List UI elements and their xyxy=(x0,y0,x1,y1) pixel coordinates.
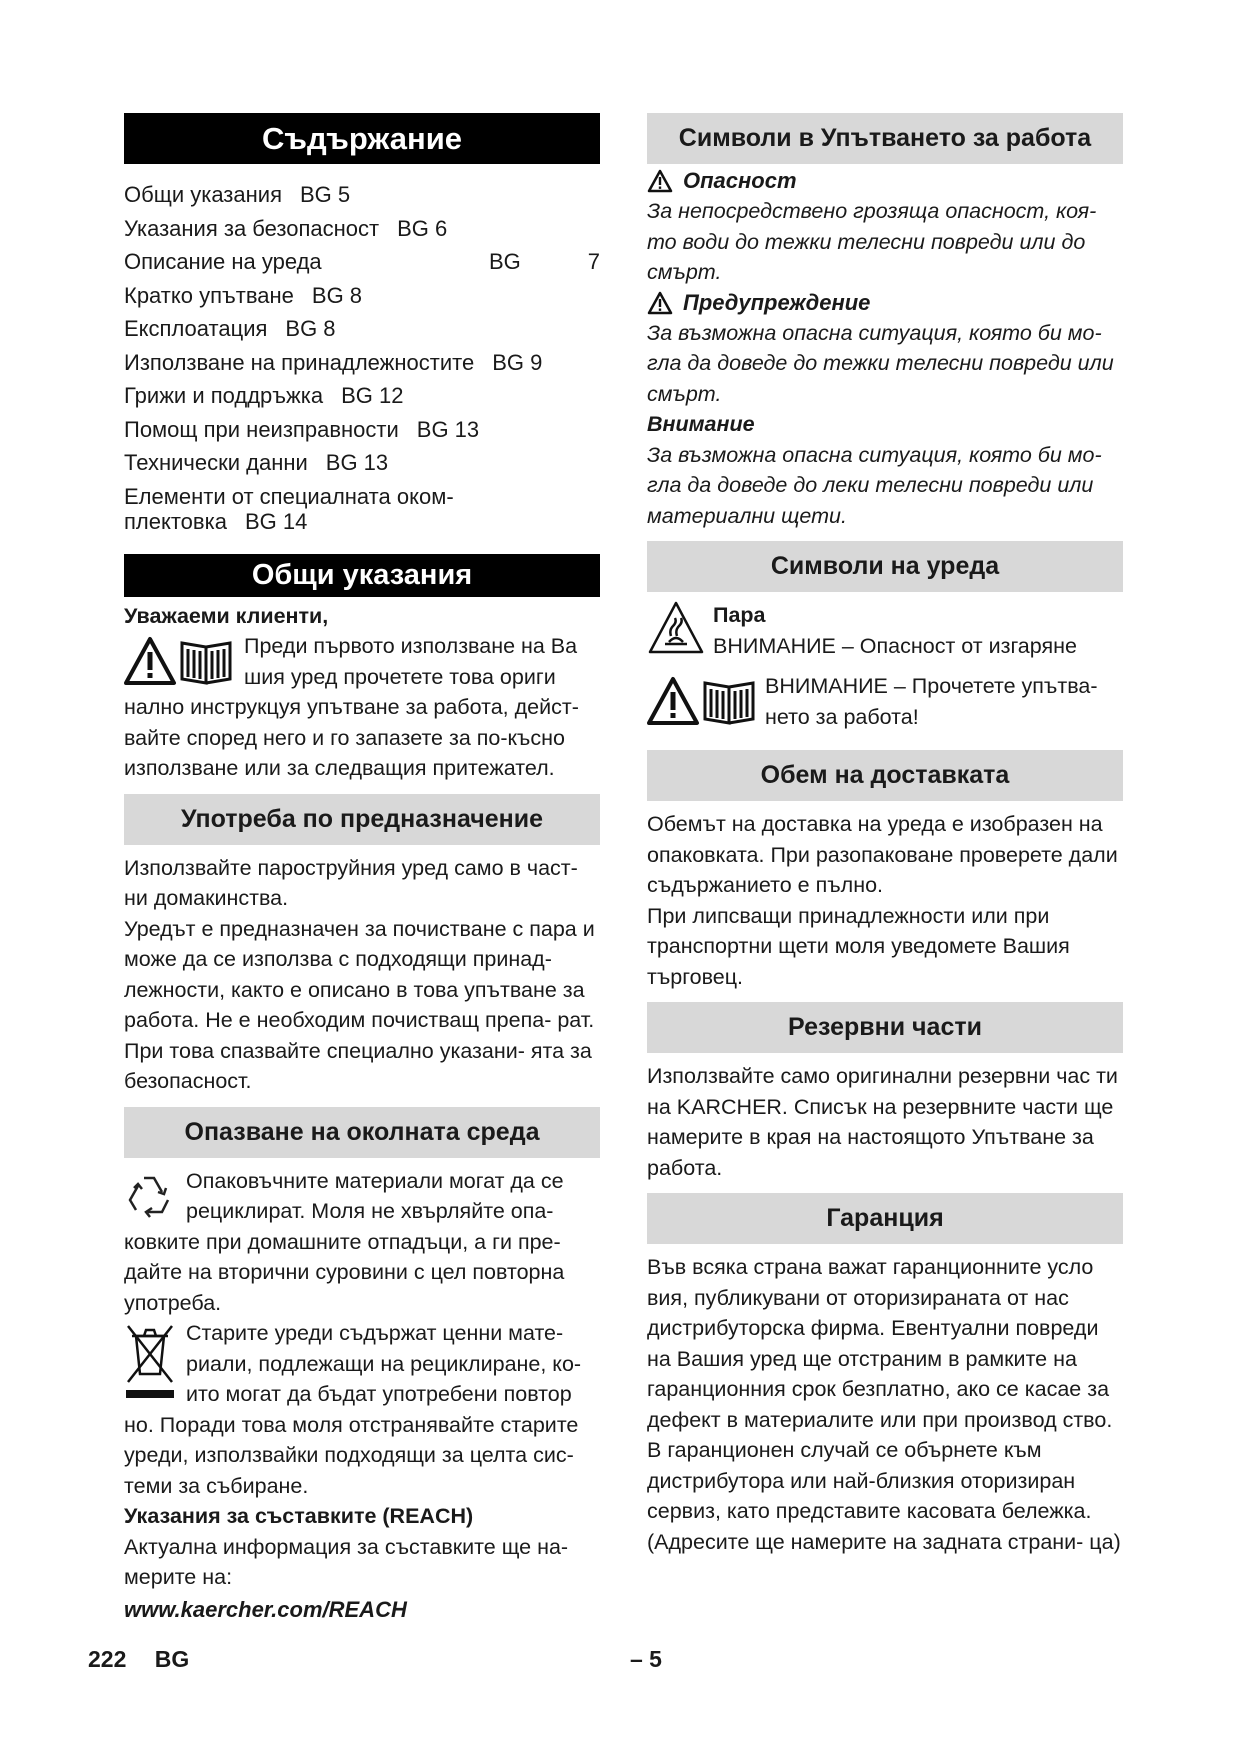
reach-title: Указания за съставките (REACH) xyxy=(124,1504,474,1528)
warning-triangle-icon xyxy=(649,679,697,723)
environment-title: Опазване на околната среда xyxy=(124,1107,600,1158)
reach-text: Актуална информация за съставките ще на- мерите на: xyxy=(124,1534,569,1589)
table-of-contents xyxy=(124,178,600,534)
toc-item[interactable]: Използване на принадлежностите BG 9 xyxy=(124,349,543,375)
intended-use-text-2: Уредът е предназначен за почистване с пара и може да се използва с подходящи принад- лежности, както е описано в това упътване за работа. Не е необходим почистващ препа- рат. При това спазвайте специално указани- ята за безопасност. xyxy=(124,916,595,1093)
page-number: 222 xyxy=(88,1646,127,1672)
delivery-text-2: При липсващи принадлежности или при транспортни щети моля уведомете Вашия търговец. xyxy=(647,903,1070,989)
crossed-bin-icon xyxy=(124,1322,176,1407)
read-manual-row xyxy=(647,671,1123,732)
toc-item[interactable]: Описание на уреда BG 7 xyxy=(124,249,600,274)
symbols-manual-title: Символи в Упътването за работа xyxy=(647,113,1123,164)
caution-text: За възможна опасна ситуация, която би мо- гла да доведе до леки телесни повреди или материални щети. xyxy=(647,442,1102,528)
steam-text: ВНИМАНИЕ – Опасност от изгаряне xyxy=(713,633,1077,658)
warning-text: За възможна опасна ситуация, която би мо- гла да доведе до тежки телесни повреди или смърт. xyxy=(647,320,1114,406)
recycle-block xyxy=(124,1166,600,1319)
delivery-title: Обем на доставката xyxy=(647,750,1123,801)
steam-symbol-row xyxy=(647,600,1123,661)
delivery-text: Обемът на доставка на уреда е изобразен на опаковката. При разопаковане проверете дали съдържанието е пълно. xyxy=(647,812,1118,897)
steam-label: Пара xyxy=(713,603,766,627)
toc-item[interactable]: Помощ при неизправности BG 13 xyxy=(124,416,480,442)
intro-block xyxy=(124,631,600,784)
warning-triangle-icon xyxy=(126,639,174,683)
caution-label: Внимание xyxy=(647,412,755,436)
section-page: – 5 xyxy=(630,1646,662,1672)
spare-parts-title: Резервни части xyxy=(647,1002,1123,1053)
danger-label: Опасност xyxy=(683,168,797,193)
toc-item[interactable]: Технически данни BG 13 xyxy=(124,450,389,475)
warning-triangle-icon xyxy=(647,169,673,193)
symbols-device-title: Символи на уреда xyxy=(647,541,1123,592)
danger-heading xyxy=(647,166,1123,196)
warning-heading xyxy=(647,288,1123,318)
manual-book-icon xyxy=(182,643,230,683)
toc-title: Съдържание xyxy=(124,113,600,164)
warning-manual-icons xyxy=(124,635,234,692)
recycle-text: Опаковъчните материали могат да се рециклират. Моля не хвърляйте опа- ковките при домашните отпадъци, а ги пре- дайте на вторични суровини с цел повторна употреба. xyxy=(124,1168,565,1315)
toc-item[interactable]: Общи указания BG 5 xyxy=(124,182,351,207)
footer-left xyxy=(88,1646,189,1673)
danger-text: За непосредствено грозяща опасност, коя- то води до тежки телесни повреди или до смърт. xyxy=(647,199,1097,284)
weee-text: Старите уреди съдържат ценни мате- риали, подлежащи на рециклиране, ко- ито могат да бъдат употребени повтор но. Поради това моля отстранявайте старите уреди, използвайки подходящи за целта сис- теми за събиране. xyxy=(124,1321,582,1498)
warranty-text: Във всяка страна важат гаранционните усло вия, публикувани от оторизираната от нас дистрибуторска фирма. Евентуални повреди на Вашия уред ще отстраним в рамките на гаранционния срок безплатно, ако се касае за дефект в материалите или при производ ство. В гаранционен случай се обърнете към дистрибутора или най-близкия оторизиран сервиз, като представите касовата бележка. (Адресите ще намерите на задната страни- ца) xyxy=(647,1255,1121,1554)
intended-use-text: Използвайте пароструйния уред само в част- ни домакинства. xyxy=(124,855,578,910)
warning-label: Предупреждение xyxy=(683,289,871,315)
warranty-title: Гаранция xyxy=(647,1193,1123,1244)
reach-link[interactable]: www.kaercher.com/REACH xyxy=(124,1596,407,1622)
toc-item[interactable]: Кратко упътване BG 8 xyxy=(124,282,363,308)
greeting: Уважаеми клиенти, xyxy=(124,603,329,628)
recycle-icon xyxy=(124,1170,176,1227)
left-column xyxy=(124,113,600,1627)
warning-triangle-icon xyxy=(647,291,673,315)
warning-manual-icons xyxy=(647,675,757,732)
toc-item[interactable]: Указания за безопасност BG 6 xyxy=(124,215,448,241)
toc-item[interactable]: Експлоатация BG 8 xyxy=(124,316,336,341)
intro-text: Преди първото използване на Ва шия уред прочетете това ориги нално инструкцуя упътване за работа, дейст- вайте според него и го запазете за по-късно използване или за следващия притежател. xyxy=(124,634,579,780)
language-code: BG xyxy=(154,1646,190,1672)
toc-item[interactable]: Елементи от специалната оком- плектовка BG 14 xyxy=(124,483,454,534)
spare-parts-text: Използвайте само оригинални резервни час ти на KARCHER. Списък на резервните части ще намерите в края на настоящото Упътване за работа. xyxy=(647,1064,1118,1180)
general-title: Общи указания xyxy=(124,554,600,597)
weee-block xyxy=(124,1318,600,1501)
manual-book-icon xyxy=(705,683,753,723)
steam-hazard-icon xyxy=(647,600,705,661)
intended-use-title: Употреба по предназначение xyxy=(124,794,600,845)
right-column xyxy=(647,113,1123,1557)
toc-item[interactable]: Грижи и поддръжка BG 12 xyxy=(124,383,404,408)
read-manual-text: ВНИМАНИЕ – Прочетете упътва- нето за работа! xyxy=(765,674,1098,729)
